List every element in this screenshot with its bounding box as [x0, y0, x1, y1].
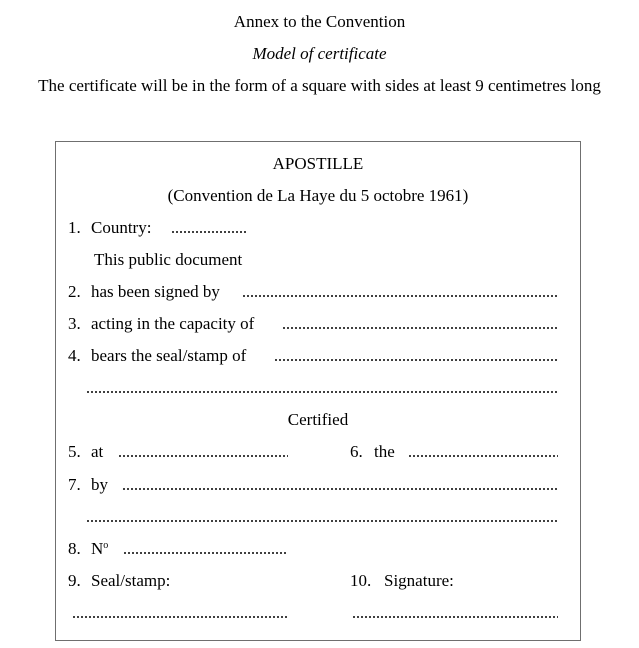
seal-stamp-label: Seal/stamp:: [91, 571, 171, 590]
item-7-number: 7.: [68, 475, 81, 494]
country-field[interactable]: [171, 231, 246, 233]
apostille-certificate: [55, 141, 581, 641]
number-label-superscript: o: [103, 540, 109, 551]
by-field[interactable]: [122, 488, 558, 490]
number-label: N: [91, 539, 104, 558]
apostille-heading: APOSTILLE: [272, 154, 364, 173]
capacity-field[interactable]: [282, 327, 558, 329]
certified-heading: Certified: [287, 410, 349, 429]
item-5-number: 5.: [68, 442, 81, 461]
model-subtitle: Model of certificate: [252, 44, 387, 63]
seal-stamp-field[interactable]: [72, 616, 288, 618]
item-3-number: 3.: [68, 314, 81, 333]
at-field[interactable]: [118, 455, 288, 457]
country-label: Country:: [91, 218, 152, 237]
seal-of-field-continued[interactable]: [86, 391, 558, 393]
capacity-label: acting in the capacity of: [91, 314, 255, 333]
date-field[interactable]: [408, 455, 558, 457]
item-9-number: 9.: [68, 571, 81, 590]
seal-of-label: bears the seal/stamp of: [91, 346, 247, 365]
signature-label: Signature:: [384, 571, 454, 590]
item-8-number: 8.: [68, 539, 81, 558]
item-10-number: 10.: [350, 571, 372, 590]
seal-of-field[interactable]: [274, 359, 558, 361]
item-6-number: 6.: [350, 442, 363, 461]
item-4-number: 4.: [68, 346, 81, 365]
by-field-continued[interactable]: [86, 520, 558, 522]
item-2-number: 2.: [68, 282, 81, 301]
the-label: the: [374, 442, 395, 461]
signature-field[interactable]: [352, 616, 558, 618]
at-label: at: [91, 442, 104, 461]
item-1-number: 1.: [68, 218, 81, 237]
number-field[interactable]: [123, 552, 288, 554]
convention-subheading: (Convention de La Haye du 5 octobre 1961): [167, 186, 469, 205]
by-label: by: [91, 475, 108, 494]
annex-title: Annex to the Convention: [233, 12, 406, 31]
signed-by-label: has been signed by: [91, 282, 220, 301]
public-document-text: This public document: [94, 250, 243, 269]
signed-by-field[interactable]: [242, 295, 558, 297]
size-note: The certificate will be in the form of a square with sides at least 9 centimetres long: [38, 76, 601, 95]
